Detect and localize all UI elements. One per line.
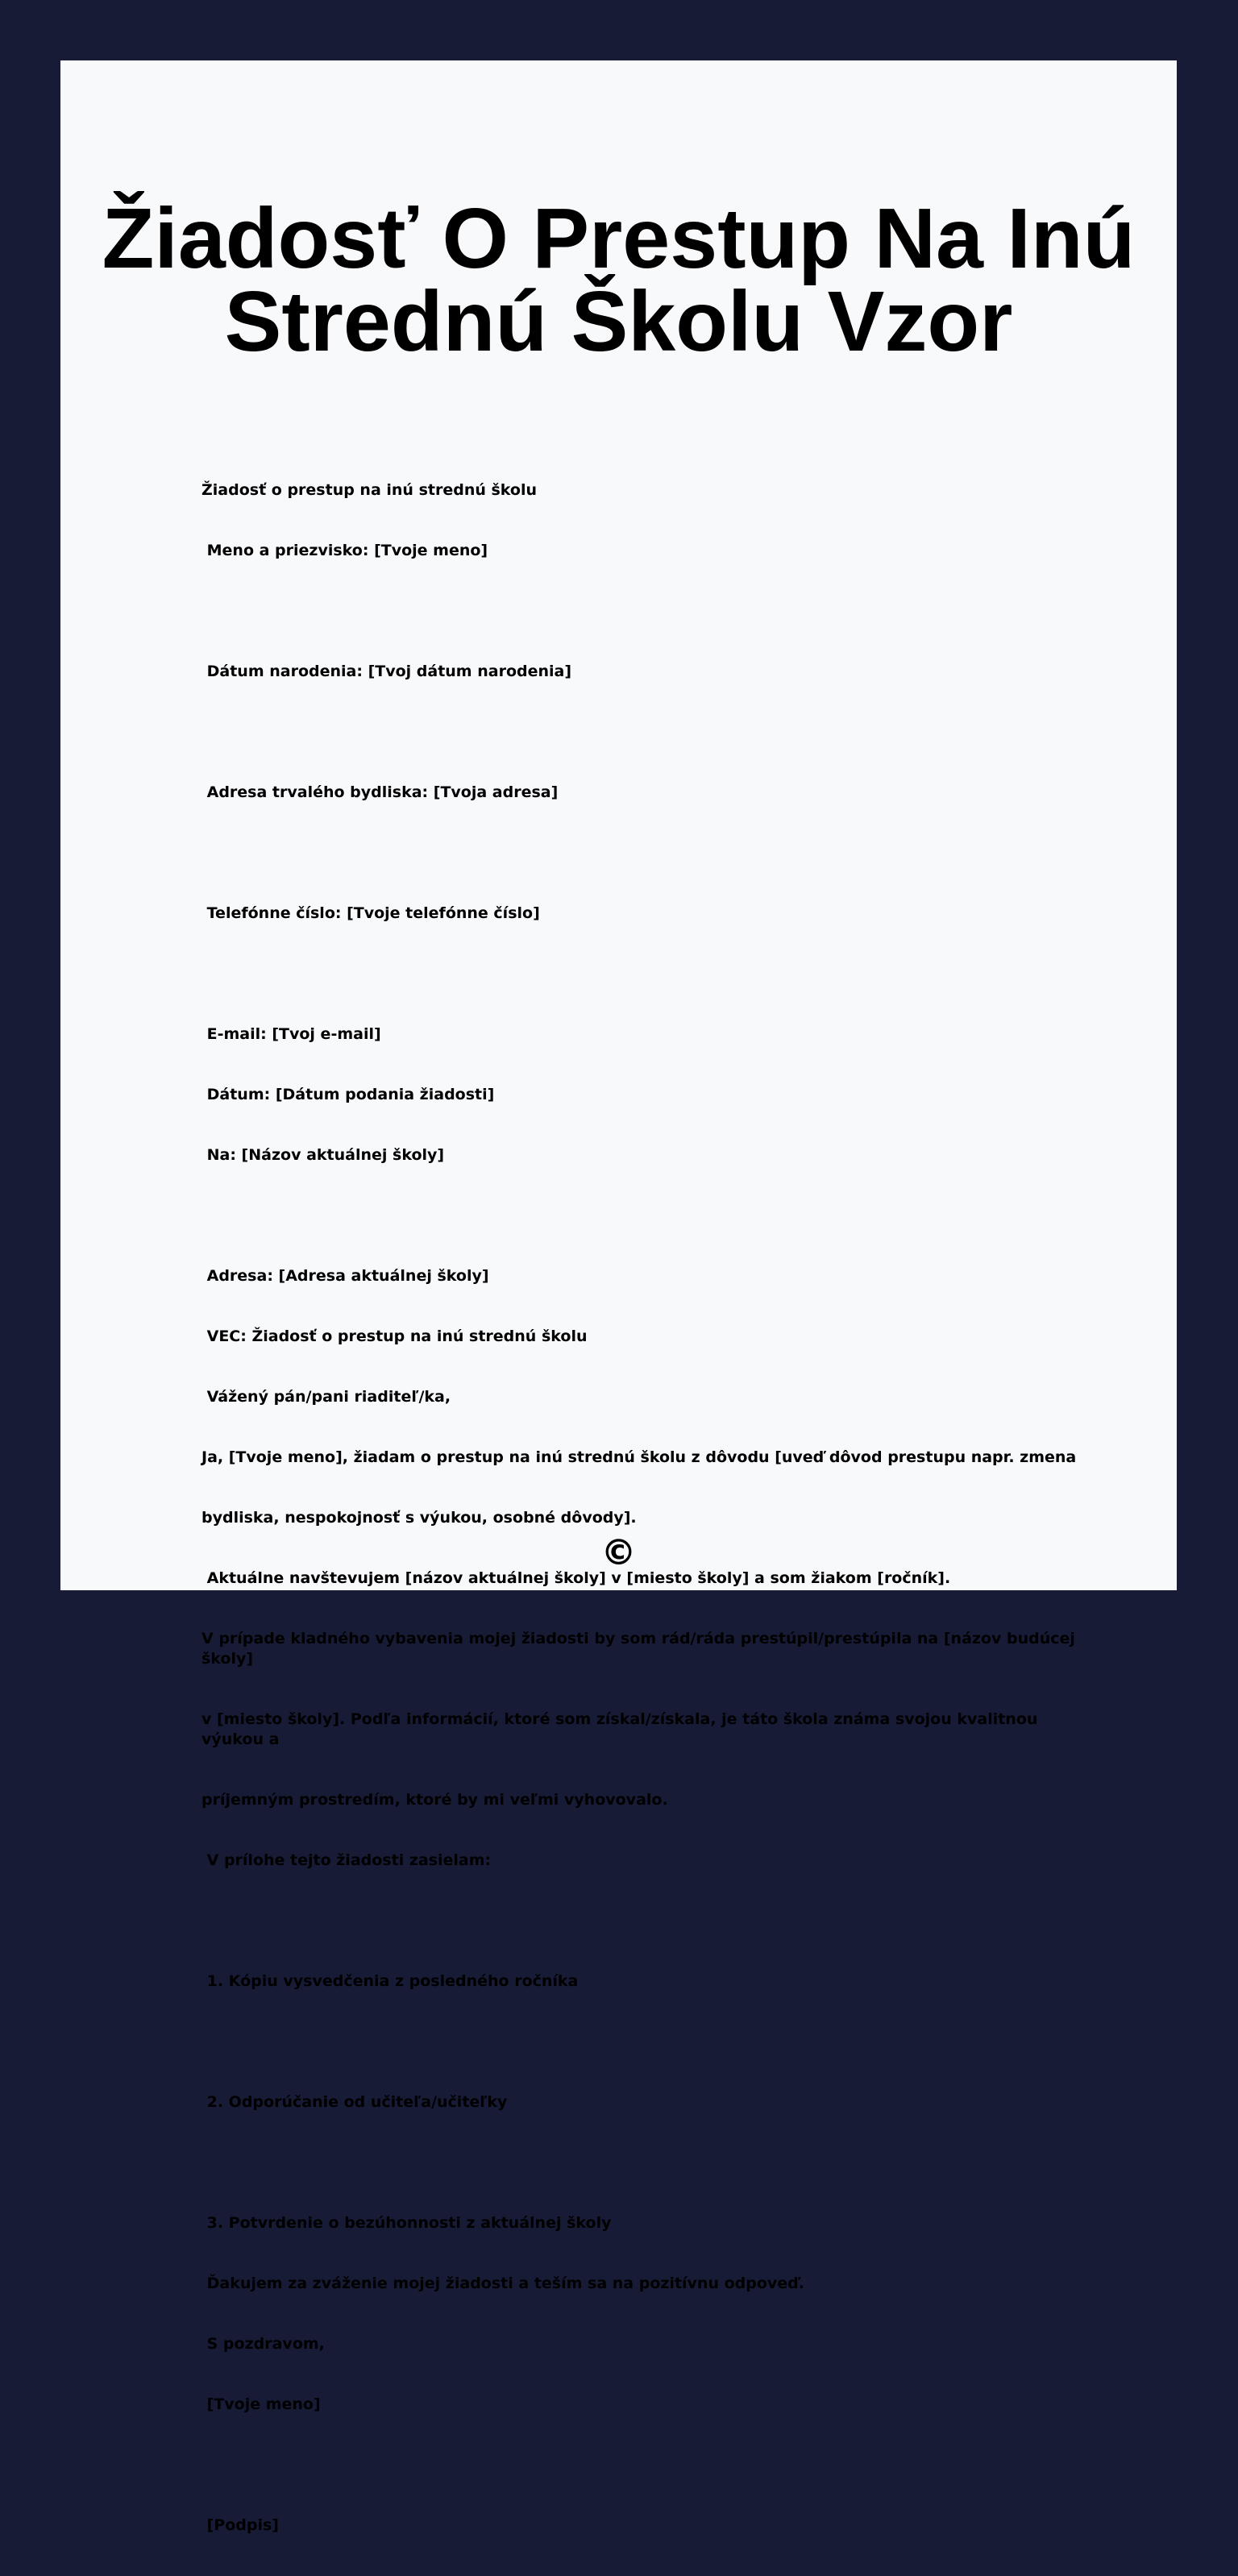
text-line — [201, 601, 1104, 621]
text-line: príjemným prostredím, ktoré by mi veľmi vyhovovalo. — [201, 1791, 668, 1809]
document-page — [60, 60, 1177, 2534]
text-line: Vážený pán/pani riaditeľ/ka, — [201, 1388, 451, 1406]
text-line: Adresa: [Adresa aktuálnej školy] — [201, 1267, 489, 1285]
text-line: 2. Odporúčanie od učiteľa/učiteľky — [201, 2093, 508, 2111]
text-line — [201, 2455, 1104, 2475]
text-line: S pozdravom, — [201, 2335, 325, 2353]
text-line: 3. Potvrdenie o bezúhonnosti z aktuálnej školy — [201, 2214, 612, 2232]
text-line: Žiadosť o prestup na inú strednú školu — [201, 481, 538, 499]
text-line — [201, 2032, 1104, 2052]
text-line: Meno a priezvisko: [Tvoje meno] — [201, 542, 488, 559]
text-line: Ja, [Tvoje meno], žiadam o prestup na inú strednú školu z dôvodu [uveď dôvod prestupu napr. zmena — [201, 1448, 1077, 1466]
text-line: Aktuálne navštevujem [názov aktuálnej školy] v [miesto školy] a som žiakom [ročník]. — [201, 1569, 951, 1587]
text-line — [201, 722, 1104, 742]
text-line: V prílohe tejto žiadosti zasielam: — [201, 1851, 492, 1869]
text-line: bydliska, nespokojnosť s výukou, osobné dôvody]. — [201, 1509, 637, 1527]
text-line: Telefónne číslo: [Tvoje telefónne číslo] — [201, 904, 540, 922]
text-line — [201, 1206, 1104, 1226]
text-line: VEC: Žiadosť o prestup na inú strednú školu — [201, 1327, 588, 1345]
text-line — [201, 843, 1104, 863]
document-title — [60, 191, 1177, 369]
text-line: [Podpis] — [201, 2516, 279, 2534]
text-line: [Tvoje meno] — [201, 2395, 321, 2413]
text-line: Na: [Názov aktuálnej školy] — [201, 1146, 445, 1164]
letter-body — [201, 440, 1104, 2576]
text-line: 1. Kópiu vysvedčenia z posledného ročníka — [201, 1972, 579, 1990]
text-line: Dátum narodenia: [Tvoj dátum narodenia] — [201, 663, 572, 680]
text-line: v [miesto školy]. Podľa informácií, ktoré som získal/získala, je táto škola známa svojou kvalitnou výukou a — [201, 1710, 1044, 1748]
text-line: V prípade kladného vybavenia mojej žiadosti by som rád/ráda prestúpil/prestúpila na [názov budúcej školy] — [201, 1630, 1081, 1668]
title-line-1: Žiadosť O Prestup Na Inú — [102, 191, 1136, 286]
text-line — [201, 964, 1104, 984]
text-line — [201, 1911, 1104, 1931]
title-line-2: Strednú Školu Vzor — [224, 274, 1013, 369]
text-line: Adresa trvalého bydliska: [Tvoja adresa] — [201, 783, 559, 801]
text-line: Dátum: [Dátum podania žiadosti] — [201, 1086, 495, 1103]
text-line: E-mail: [Tvoj e-mail] — [201, 1025, 381, 1043]
copyright-icon: © — [600, 1532, 637, 1573]
text-line — [201, 2153, 1104, 2173]
text-line: Ďakujem za zváženie mojej žiadosti a teším sa na pozitívnu odpoveď. — [201, 2275, 804, 2292]
